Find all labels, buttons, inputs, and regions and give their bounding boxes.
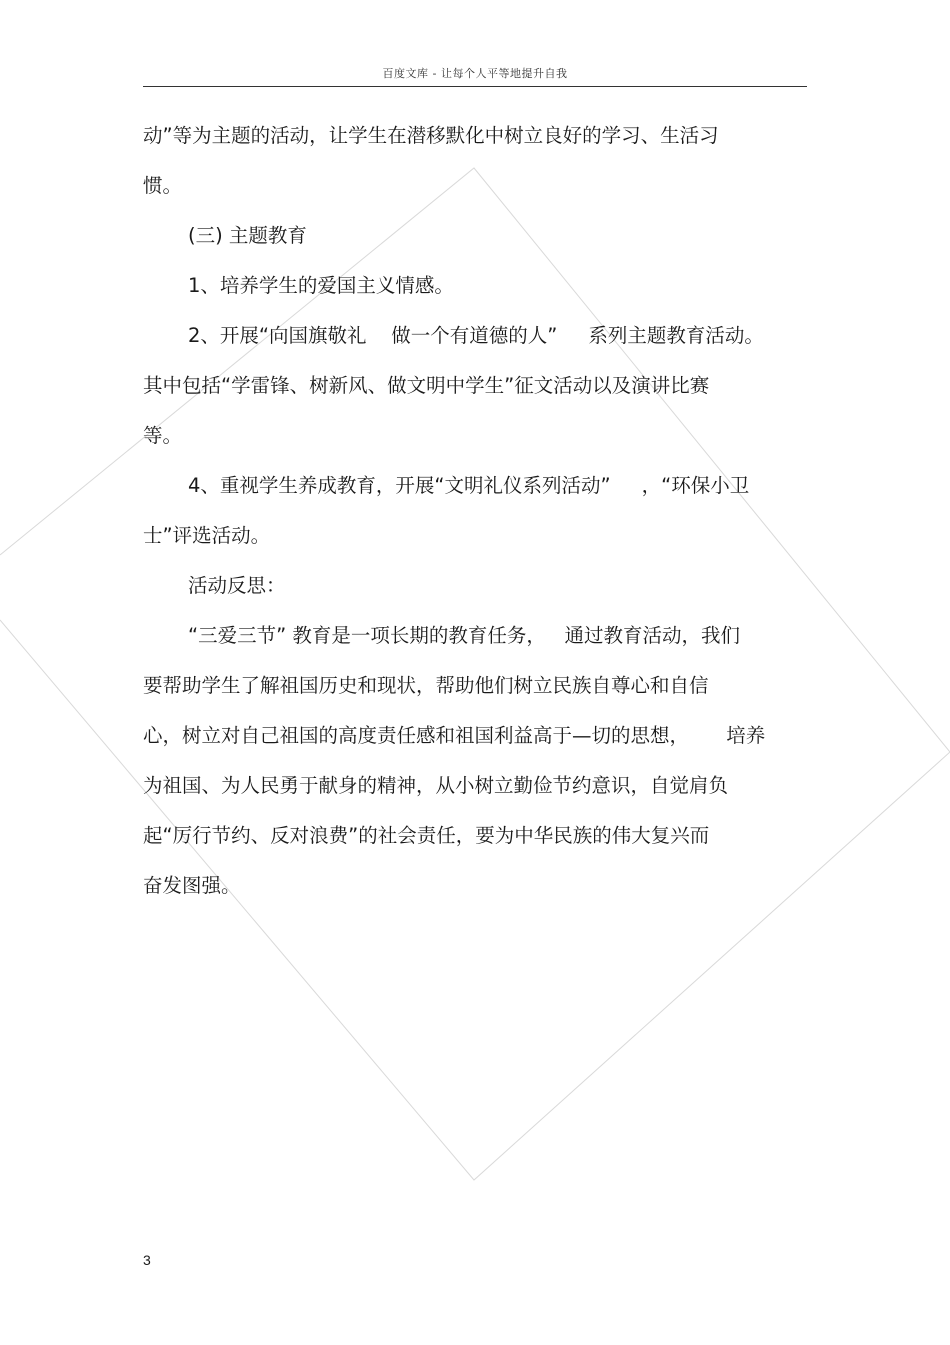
body-line: 2、开展“向国旗敬礼 做一个有道德的人” 系列主题教育活动。	[188, 324, 764, 347]
body-line: 心，树立对自己祖国的高度责任感和祖国利益高于—切的思想， 培养	[143, 724, 766, 747]
body-line: 奋发图强。	[143, 874, 241, 897]
body-line: 惯。	[143, 174, 183, 197]
body-line: 要帮助学生了解祖国历史和现状，帮助他们树立民族自尊心和自信	[143, 674, 709, 697]
body-line: 士”评选活动。	[143, 524, 271, 547]
section-heading: (三) 主题教育	[188, 224, 307, 247]
body-line: 动”等为主题的活动，让学生在潜移默化中树立良好的学习、生活习	[143, 124, 719, 147]
body-line: 为祖国、为人民勇于献身的精神，从小树立勤俭节约意识，自觉肩负	[143, 774, 729, 797]
page-header	[143, 62, 807, 87]
body-line: 1、培养学生的爱国主义情感。	[188, 274, 454, 297]
section-heading: 活动反思：	[188, 574, 286, 597]
page-number: 3	[143, 1252, 151, 1268]
body-line: 其中包括“学雷锋、树新风、做文明中学生”征文活动以及演讲比赛	[143, 374, 710, 397]
header-text: 百度文库 - 让每个人平等地提升自我	[382, 67, 568, 80]
body-line: 起“厉行节约、反对浪费”的社会责任，要为中华民族的伟大复兴而	[143, 824, 710, 847]
body-line: 4、重视学生养成教育，开展“文明礼仪系列活动” ，“环保小卫	[188, 474, 750, 497]
body-line: “三爱三节” 教育是一项长期的教育任务， 通过教育活动，我们	[188, 624, 740, 647]
body-line: 等。	[143, 424, 183, 447]
